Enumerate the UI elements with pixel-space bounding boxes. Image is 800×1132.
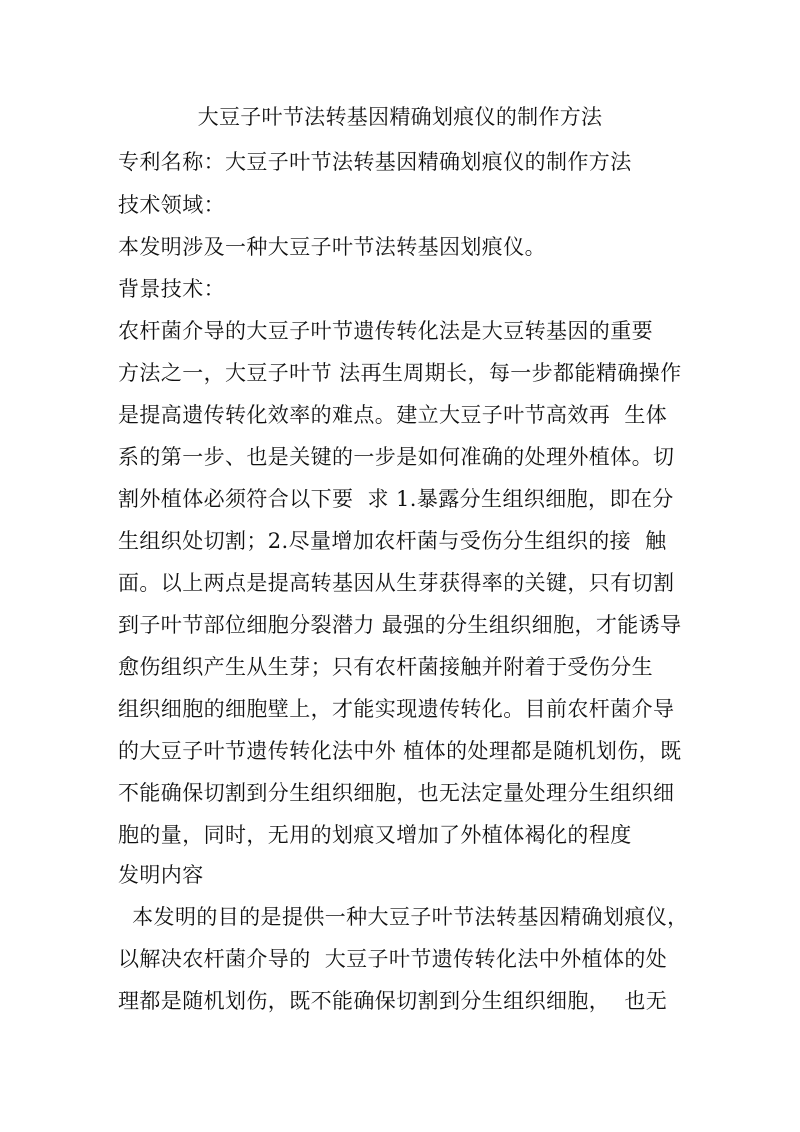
background-heading: 背景技术： [118, 277, 225, 301]
background-line: 到子叶节部位细胞分裂潜力 最强的分生组织细胞，才能诱导 [118, 613, 682, 637]
background-line: 愈伤组织产生从生芽；只有农杆菌接触并附着于受伤分生 [118, 655, 653, 679]
background-line: 割外植体必须符合以下要 求 1.暴露分生组织细胞，即在分 [118, 487, 674, 511]
background-line: 方法之一，大豆子叶节 法再生周期长，每一步都能精确操作 [118, 361, 682, 385]
background-line: 胞的量，同时，无用的划痕又增加了外植体褐化的程度 [118, 823, 632, 847]
background-line: 系的第一步、也是关键的一步是如何准确的处理外植体。切 [118, 445, 675, 469]
invention-heading: 发明内容 [118, 863, 204, 887]
invention-line: 理都是随机划伤，既不能确保切割到分生组织细胞， 也无 [118, 989, 668, 1013]
invention-line: 以解决农杆菌介导的 大豆子叶节遗传转化法中外植体的处 [118, 947, 668, 971]
background-line: 是提高遗传转化效率的难点。建立大豆子叶节高效再 生体 [118, 403, 668, 427]
invention-line: 本发明的目的是提供一种大豆子叶节法转基因精确划痕仪， [118, 905, 689, 929]
patent-name-line: 专利名称：大豆子叶节法转基因精确划痕仪的制作方法 [118, 150, 632, 174]
field-heading: 技术领域： [118, 193, 225, 217]
background-line: 农杆菌介导的大豆子叶节遗传转化法是大豆转基因的重要 [118, 319, 653, 343]
background-line: 的大豆子叶节遗传转化法中外 植体的处理都是随机划伤，既 [118, 739, 682, 763]
background-line: 面。以上两点是提高转基因从生芽获得率的关键，只有切割 [118, 571, 675, 595]
background-line: 不能确保切割到分生组织细胞，也无法定量处理分生组织细 [118, 781, 675, 805]
document-title: 大豆子叶节法转基因精确划痕仪的制作方法 [197, 105, 603, 129]
field-text: 本发明涉及一种大豆子叶节法转基因划痕仪。 [118, 235, 546, 259]
background-line: 组织细胞的细胞壁上，才能实现遗传转化。目前农杆菌介导 [118, 697, 675, 721]
background-line: 生组织处切割；2.尽量增加农杆菌与受伤分生组织的接 触 [118, 529, 667, 553]
